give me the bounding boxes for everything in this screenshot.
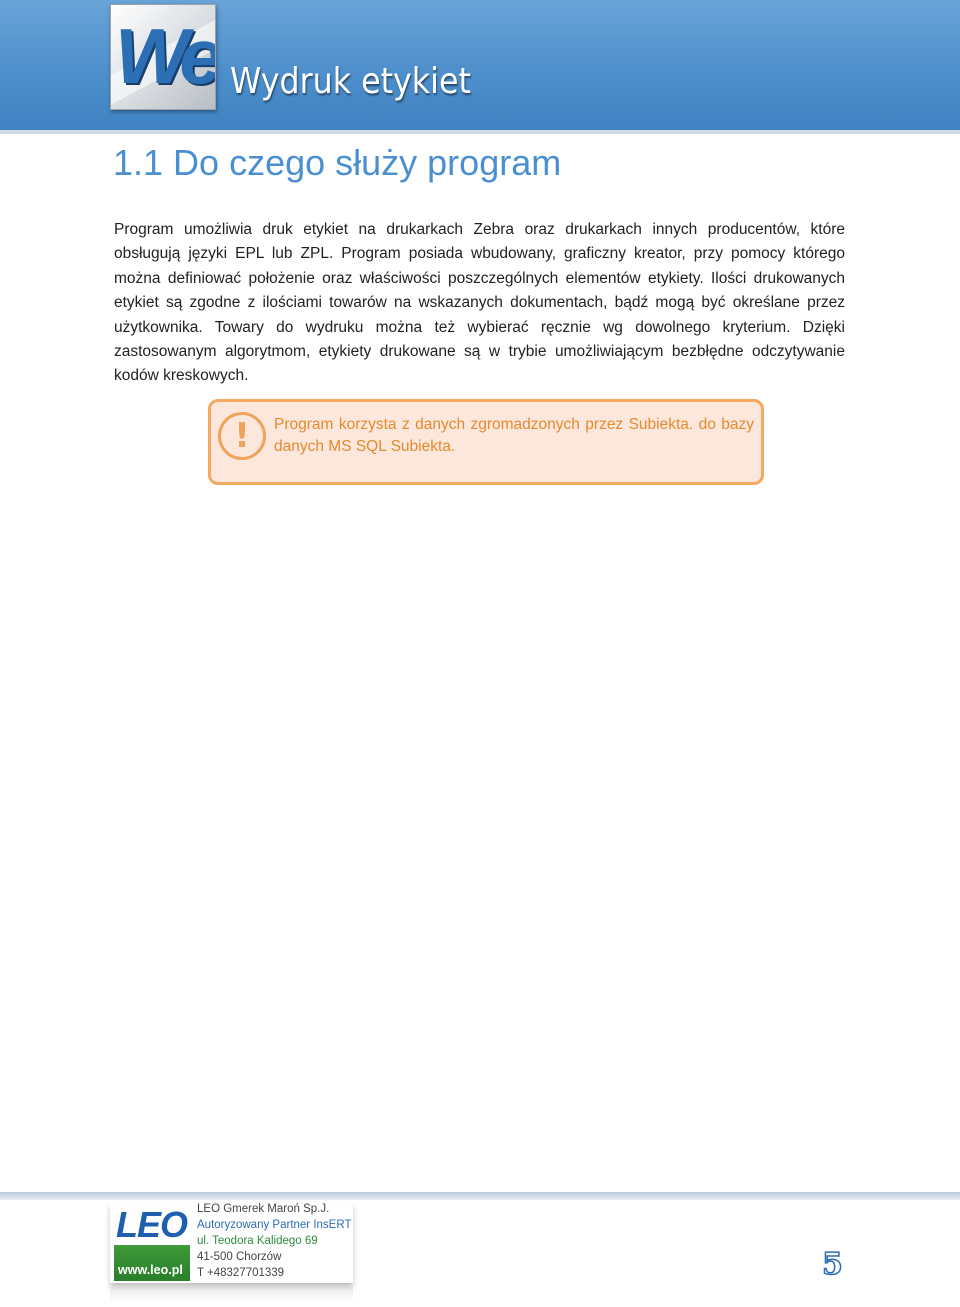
exclamation-icon: ! [218, 412, 266, 460]
note-text: Program korzysta z danych zgromadzonych przez Subiekta. do bazy danych MS SQL Subiekta. [274, 416, 754, 455]
note-box [208, 399, 764, 485]
footer-company: LEO Gmerek Maroń Sp.J. [197, 1203, 330, 1215]
footer-city: 41-500 Chorzów [197, 1251, 282, 1263]
footer-divider [0, 1192, 960, 1200]
footer-street: ul. Teodora Kalidego 69 [197, 1235, 318, 1247]
body-paragraph: Program umożliwia druk etykiet na drukarkach Zebra oraz drukarkach innych producentów, które obsługują języki EPL lub ZPL. Program posiada wbudowany, graficzny kreator, przy pomocy którego można definiować położenie oraz właściwości poszczególnych elementów etykiety. Ilości drukowanych etykiet są zgodne z ilościami towarów na wskazanych dokumentach, bądź mogą być określane przez użytkownika. Towary do wydruku można też wybierać ręcznie wg dowolnego kryterium. Dzięki zastosowanym algorytmom, etykiety drukowane są w trybie umożliwiającym bezbłędne odczytywanie kodów kreskowych. [114, 221, 845, 385]
footer-card [110, 1203, 353, 1283]
footer-address [197, 1201, 351, 1281]
footer-reflection [110, 1287, 353, 1303]
header-divider [0, 130, 960, 134]
leo-logo-top [114, 1205, 190, 1245]
we-logo [110, 4, 216, 110]
section-heading [113, 140, 561, 186]
leo-logo-word: LEO [116, 1205, 188, 1245]
section-number: 1.1 [113, 142, 164, 183]
footer-partner: Autoryzowany Partner InsERT [197, 1219, 352, 1231]
leo-logo-bottom [114, 1245, 190, 1281]
page-header [0, 0, 960, 130]
page-number: 5 [822, 1247, 843, 1282]
leo-url[interactable]: www.leo.pl [118, 1263, 183, 1277]
footer-phone: T +48327701339 [197, 1267, 285, 1279]
app-title: Wydruk etykiet [230, 61, 471, 102]
leo-logo [114, 1205, 190, 1281]
we-logo-text: We [115, 12, 215, 100]
section-title: Do czego służy program [173, 142, 562, 183]
